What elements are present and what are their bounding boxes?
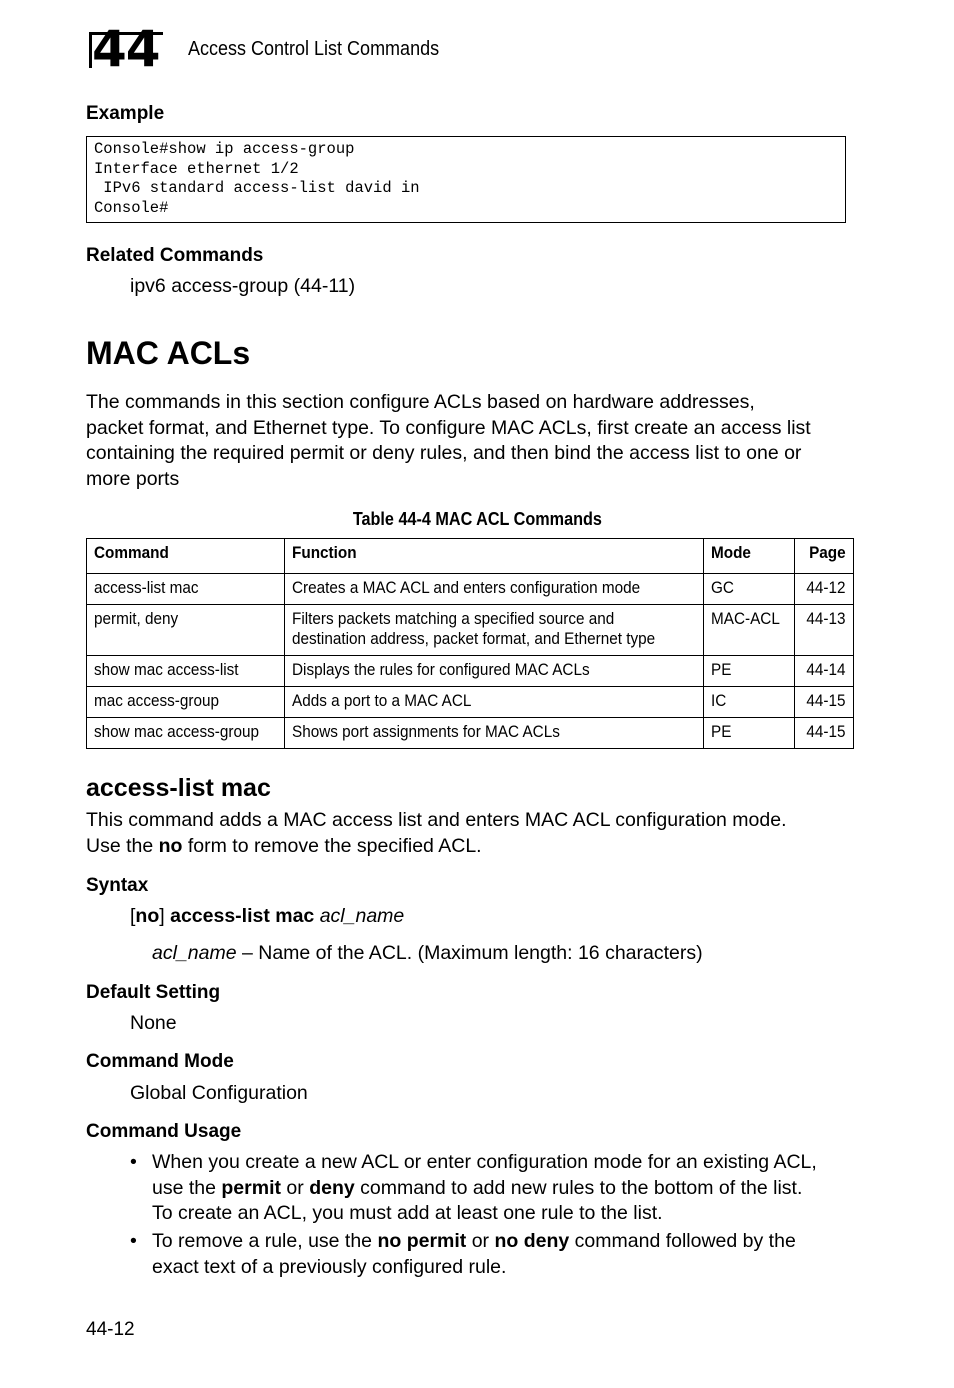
page-number: 44-12	[86, 1319, 135, 1340]
table-row	[87, 574, 854, 605]
intro-line: containing the required permit or deny rules, and then bind the access list to one or	[86, 442, 802, 464]
cell-mode: MAC-ACL	[703, 605, 795, 656]
usage-bullet-item	[152, 1229, 796, 1280]
cell-command: show mac access-list	[87, 656, 285, 687]
cell-mode: PE	[703, 718, 795, 749]
table-row	[87, 656, 854, 687]
table-row	[87, 605, 854, 656]
col-header-page: Page	[795, 539, 853, 574]
syntax-heading: Syntax	[86, 875, 149, 896]
command-mode-heading: Command Mode	[86, 1051, 234, 1072]
syntax-parameter: acl_name – Name of the ACL. (Maximum length: 16 characters)	[152, 942, 703, 964]
cell-command: permit, deny	[87, 605, 285, 656]
related-command-item: ipv6 access-group (44-11)	[130, 275, 356, 297]
code-line: Console#show ip access-group	[94, 140, 355, 158]
table-row	[87, 718, 854, 749]
cell-page: 44-12	[795, 574, 853, 605]
usage-bullet-item	[152, 1150, 817, 1227]
col-header-function: Function	[285, 539, 704, 574]
cell-page: 44-15	[795, 687, 853, 718]
code-line: IPv6 standard access-list david in	[94, 179, 420, 197]
cell-command: mac access-group	[87, 687, 285, 718]
example-heading: Example	[86, 103, 165, 124]
command-mode-value: Global Configuration	[130, 1082, 308, 1104]
cell-function: Creates a MAC ACL and enters configuration mode	[285, 574, 704, 605]
table-row	[87, 687, 854, 718]
cell-page: 44-15	[795, 718, 853, 749]
bullet-line: When you create a new ACL or enter configuration mode for an existing ACL,	[152, 1151, 817, 1173]
bullet-line: use the permit or deny command to add new rules to the bottom of the list.	[152, 1176, 803, 1199]
col-header-command: Command	[87, 539, 285, 574]
section-intro	[86, 390, 811, 492]
chapter-number: 44	[92, 20, 160, 78]
command-usage-heading: Command Usage	[86, 1121, 242, 1142]
command-description	[86, 808, 787, 859]
mac-acl-commands-table	[86, 538, 854, 749]
intro-line: more ports	[86, 467, 180, 490]
table-caption	[0, 509, 954, 530]
cell-function: Displays the rules for configured MAC ACLs	[285, 656, 704, 687]
command-title: access-list mac	[86, 774, 271, 802]
cell-command: show mac access-group	[87, 718, 285, 749]
description-line: This command adds a MAC access list and enters MAC ACL configuration mode.	[86, 809, 787, 831]
syntax-line: [no] access-list mac acl_name	[130, 905, 405, 927]
col-header-mode: Mode	[703, 539, 795, 574]
bullet-line: To create an ACL, you must add at least one rule to the list.	[152, 1202, 663, 1224]
default-setting-heading: Default Setting	[86, 982, 221, 1003]
bullet-line: exact text of a previously configured rule.	[152, 1255, 507, 1278]
description-line: Use the no form to remove the specified ACL.	[86, 834, 482, 857]
example-code-block	[86, 136, 846, 223]
intro-line: The commands in this section configure ACLs based on hardware addresses,	[86, 391, 755, 413]
cell-mode: IC	[703, 687, 795, 718]
cell-mode: GC	[703, 574, 795, 605]
cell-mode: PE	[703, 656, 795, 687]
table-caption-text: Table 44-4 MAC ACL Commands	[352, 509, 602, 529]
cell-function: Filters packets matching a specified source and destination address, packet format, and Ethernet type	[285, 605, 704, 656]
table-header-row	[87, 539, 854, 574]
cell-function: Shows port assignments for MAC ACLs	[285, 718, 704, 749]
section-title: MAC ACLs	[86, 335, 251, 371]
bullet-line: To remove a rule, use the no permit or no deny command followed by the	[152, 1230, 796, 1252]
bullet-marker: •	[130, 1151, 137, 1173]
code-line: Interface ethernet 1/2	[94, 159, 299, 178]
default-setting-value: None	[130, 1012, 177, 1034]
intro-line: packet format, and Ethernet type. To configure MAC ACLs, first create an access list	[86, 416, 811, 439]
cell-command: access-list mac	[87, 574, 285, 605]
running-title: Access Control List Commands	[188, 38, 440, 60]
bullet-marker: •	[130, 1230, 137, 1252]
code-line: Console#	[94, 198, 169, 217]
related-commands-heading: Related Commands	[86, 245, 264, 266]
cell-page: 44-13	[795, 605, 853, 656]
cell-page: 44-14	[795, 656, 853, 687]
cell-function: Adds a port to a MAC ACL	[285, 687, 704, 718]
